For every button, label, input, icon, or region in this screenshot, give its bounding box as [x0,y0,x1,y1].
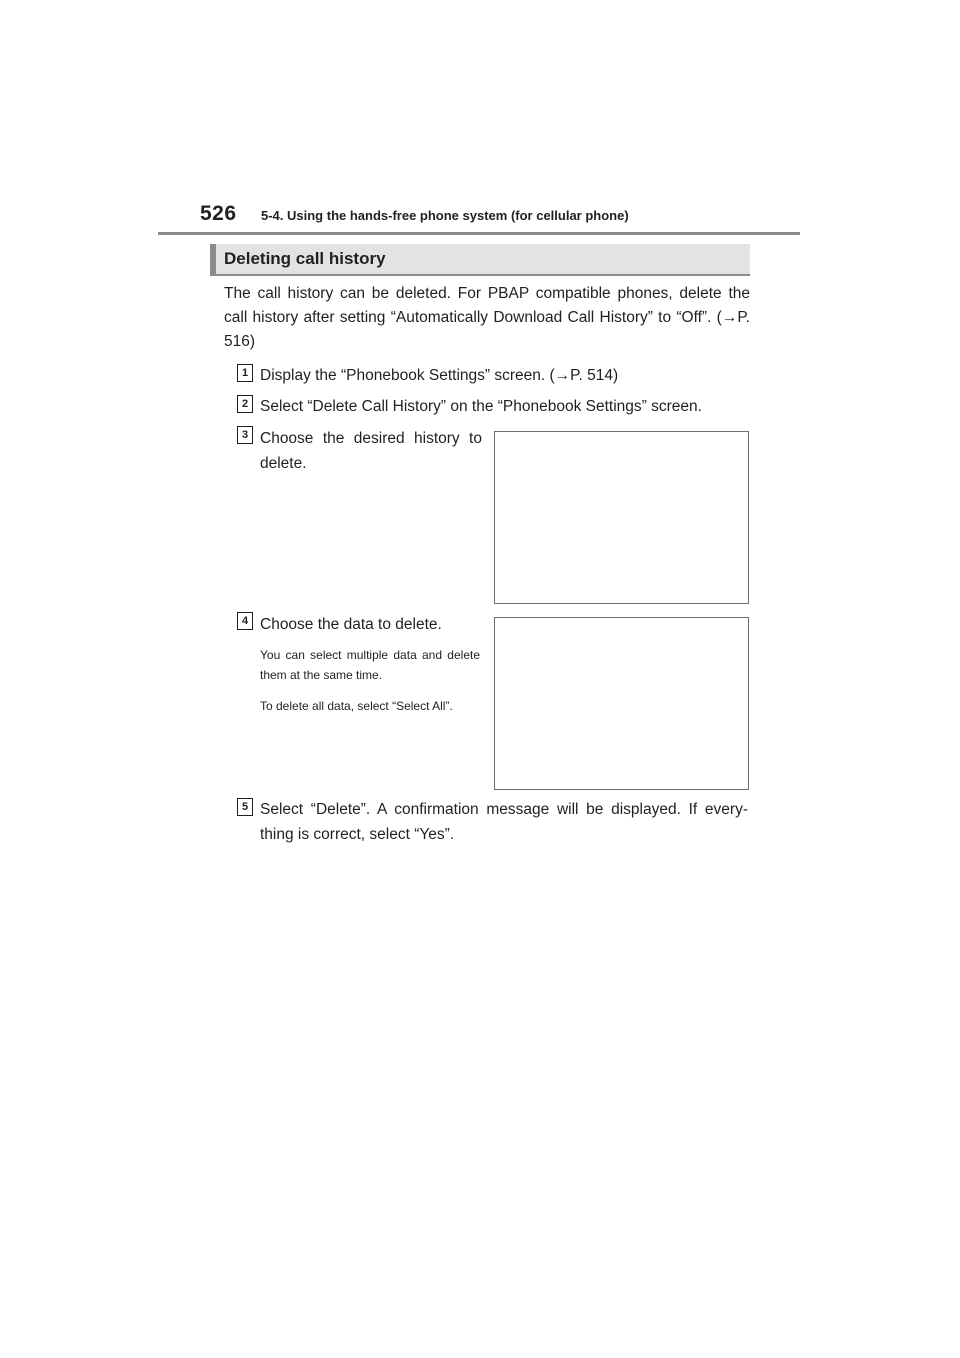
section-heading: Deleting call history [224,249,386,268]
step-text: Choose the desired history to delete. [260,430,482,472]
step-note: To delete all data, select “Select All”. [260,699,453,713]
page-header [158,200,800,236]
step-text: Display the “Phonebook Settings” screen. (→P. 514) [260,367,619,384]
step-text: Select “Delete Call History” on the “Phonebook Settings” screen. [260,398,702,415]
step-number-badge: 5 [237,798,253,816]
chapter-section-title: 5-4. Using the hands-free phone system (for cellular phone) [261,208,629,223]
section-heading-accent [210,244,216,274]
step-number-badge: 3 [237,426,253,444]
step-text: Select “Delete”. A confirmation message will be displayed. If every- thing is correct, select “Yes”. [260,801,748,843]
step-text: Choose the data to delete. [260,616,442,633]
section-intro: The call history can be deleted. For PBAP compatible phones, delete the call history after setting “Automatically Download Call History” to “Off”. (→P. 516) [224,285,750,350]
page-number: 526 [200,202,237,225]
step-number-badge: 2 [237,395,253,413]
screen-image-placeholder [494,431,749,604]
step-number-badge: 4 [237,612,253,630]
screen-image-placeholder [494,617,749,790]
step-number-badge: 1 [237,364,253,382]
header-rule [158,232,800,235]
section-heading-bar [210,244,750,276]
step-note: You can select multiple data and delete them at the same time. [260,648,480,682]
